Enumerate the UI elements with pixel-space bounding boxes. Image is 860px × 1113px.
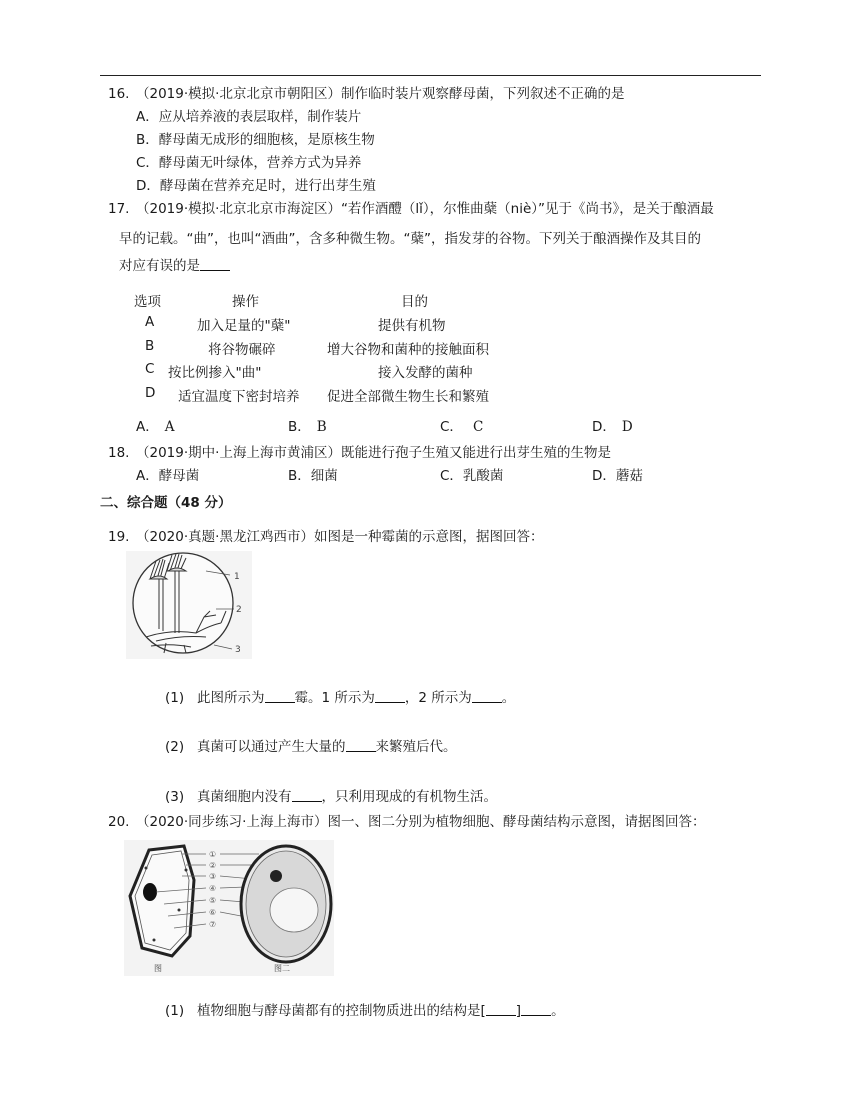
plant-cell-nucleus [143,883,157,901]
answer-option-a [136,417,175,437]
sub-text [197,737,457,757]
figure-label: ④ [209,884,217,893]
sub-text [197,1001,565,1021]
option-value: A [164,419,175,435]
table-header-purpose: 目的 [401,294,428,310]
question-stem: （2019·期中·上海上海市黄浦区）既能进行孢子生殖又能进行出芽生殖的生物是 [136,445,611,461]
table-cell: D [145,385,156,401]
option-b: B．细菌 [288,468,338,484]
figure-label-2: 2 [236,605,242,615]
answer-blank [486,1001,516,1016]
question-stem-line3 [119,256,230,276]
text-part: 霉。1 所示为 [294,690,375,706]
answer-blank [521,1001,551,1016]
option-value: C [472,419,484,435]
text-part: 真菌细胞内没有 [197,789,292,805]
figure-label-1: 1 [234,572,240,582]
figure-label: ⑥ [209,908,217,917]
table-cell: 加入足量的"蘖" [197,318,291,334]
text-part: 。 [501,690,516,706]
sub-text [197,688,515,708]
answer-blank [200,256,230,271]
text-part: 植物细胞与酵母菌都有的控制物质进出的结构是[ [197,1003,486,1019]
text-part: ，只利用现成的有机物生活。 [321,789,497,805]
table-cell: 适宜温度下密封培养 [178,389,300,405]
question-number: 20. [108,814,130,830]
text-part: 此图所示为 [197,690,265,706]
table-cell: 将谷物碾碎 [208,342,276,358]
option-d: D．酵母菌在营养充足时，进行出芽生殖 [136,178,376,194]
table-cell: 接入发酵的菌种 [378,365,473,381]
option-label: B． [288,419,311,435]
section-heading: 二、综合题（48 分） [100,495,232,511]
text-part: ] [515,1003,522,1019]
answer-blank [375,688,405,703]
question-number: 18. [108,445,130,461]
option-c: C．酵母菌无叶绿体，营养方式为异养 [136,155,362,171]
mold-figure [126,551,252,659]
answer-blank [292,787,322,802]
option-label: C． [440,419,463,435]
text-part: 。 [551,1003,565,1019]
table-cell: 提供有机物 [378,318,446,334]
question-number: 19. [108,529,130,545]
sub-text [197,787,497,807]
question-stem: （2020·同步练习·上海上海市）图一、图二分别为植物细胞、酵母菌结构示意图，请据图回答： [136,814,706,830]
option-c: C．乳酸菌 [440,468,504,484]
sub-number: (1) [165,690,185,706]
figure-label: ① [209,850,217,859]
figure-caption-1: 图 [154,964,162,973]
answer-option-d [592,417,633,437]
question-stem: （2020·真题·黑龙江鸡西市）如图是一种霉菌的示意图，据图回答： [136,529,544,545]
option-value: B [316,419,327,435]
sub-number: (1) [165,1003,185,1019]
question-stem-line1: （2019·模拟·北京北京市海淀区）“若作酒醴（lǐ），尔惟曲蘖（niè）”见于《尚书》，是关于酿酒最 [136,201,714,217]
figure-label: ③ [209,872,217,881]
question-stem: （2019·模拟·北京北京市朝阳区）制作临时装片观察酵母菌，下列叙述不正确的是 [136,86,625,102]
answer-option-b [288,417,327,437]
table-header-operation: 操作 [232,294,259,310]
question-number: 16. [108,86,130,102]
option-b: B．酵母菌无成形的细胞核，是原核生物 [136,132,375,148]
option-label: A． [136,419,159,435]
answer-option-c [440,417,483,437]
header-rule [100,75,761,76]
question-stem-text: 对应有误的是 [119,258,200,274]
table-cell: C [145,361,155,377]
question-stem-line2: 早的记载。“曲”，也叫“酒曲”，含多种微生物。“蘖”，指发芽的谷物。下列关于酿酒操作及其目的 [119,231,701,247]
answer-blank [346,737,376,752]
option-label: D． [592,419,616,435]
table-header-option: 选项 [134,294,161,310]
question-number: 17. [108,201,130,217]
yeast-vacuole [270,888,318,932]
figure-label: ⑤ [209,896,217,905]
option-a: A．酵母菌 [136,468,200,484]
figure-label: ⑦ [209,920,217,929]
table-cell: 促进全部微生物生长和繁殖 [327,389,489,405]
cell-figure [124,840,334,976]
figure-caption-2: 图二 [274,964,290,973]
table-cell: 按比例掺入"曲" [168,365,262,381]
option-d: D．蘑菇 [592,468,643,484]
figure-circle [133,553,233,653]
answer-blank [265,688,295,703]
text-part: ，2 所示为 [404,690,472,706]
answer-blank [472,688,502,703]
table-cell: A [145,314,155,330]
figure-label: ② [209,861,217,870]
text-part: 真菌可以通过产生大量的 [197,739,346,755]
figure-label-3: 3 [235,645,241,655]
table-cell: 增大谷物和菌种的接触面积 [327,342,489,358]
sub-number: (3) [165,789,185,805]
text-part: 来繁殖后代。 [375,739,457,755]
option-a: A．应从培养液的表层取样，制作装片 [136,109,362,125]
option-value: D [621,419,633,435]
yeast-nucleus [270,870,282,882]
table-cell: B [145,338,155,354]
sub-number: (2) [165,739,185,755]
